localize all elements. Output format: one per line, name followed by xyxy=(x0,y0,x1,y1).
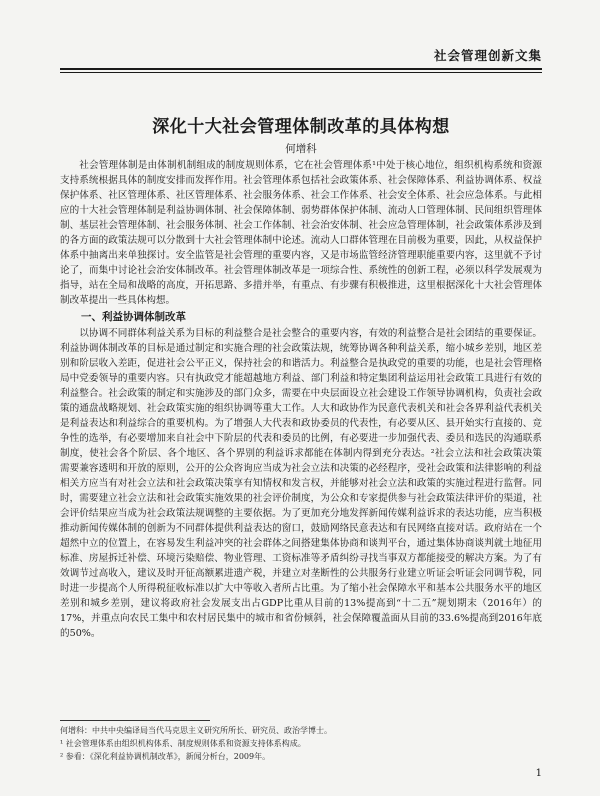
footnote-1: ¹ 社会管理体系由组织机构体系、制度规则体系和资源支持体系构成。 xyxy=(60,739,306,748)
header-rule-thick xyxy=(60,68,542,70)
intro-paragraph: 社会管理体制是由体制机制组成的制度规则体系，它在社会管理体系¹中处于核心地位，组织机构系统和资源支持系统根据具体的制度安排而发挥作用。社会管理体系包括社会政策体系、社会保障体系、利益协调体系、权益保护体系、社区管理体系、社区管理体系、社会服务体系、社会工作体系、社会安全体系、社会应急体系。与此相应的十大社会管理体制是利益协调体制、社会保障体制、弱势群体保护体制、流动人口管理体制、民间组织管理体制、基层社会管理体制、社会服务体制、社会工作体制、社会治安体制、社会应急管理体制，社会政策体系涉及到的各方面的政策法规可以分散到十大社会管理体制中论述。流动人口群体管理在目前极为重要，因此，从权益保护体系中抽离出来单独探讨。安全监管是社会管理的重要内容，又是市场监管经济管理职能重要内容，这里就不予讨论了，而集中讨论社会治安体制改革。社会管理体制改革是一项综合性、系统性的创新工程，必须以科学发展观为指导，站在全局和战略的高度，开拓思路、多措并举，有重点、有步骤有积极推进，这里根据深化十大社会管理体制改革提出一些具体构想。 xyxy=(60,160,542,306)
header-title: 社会管理创新文集 xyxy=(433,48,542,63)
article-title: 深化十大社会管理体制改革的具体构想 xyxy=(152,117,450,137)
footnote-author: 何增科：中共中央编译局当代马克思主义研究所所长、研究员、政治学博士。 xyxy=(60,726,332,735)
footnote-rule xyxy=(60,720,210,721)
section-paragraph: 以协调不同群体利益关系为目标的利益整合是社会整合的重要内容，有效的利益整合是社会团结的重要保证。利益协调体制改革的目标是通过制定和实施合理的社会政策法规，统筹协调各种利益关系，缩小城乡差别，地区差别和阶层收入差距，促进社会公平正义，保持社会的和谐活力。利益整合是执政党的重要的功能，也是社会管理格局中党委领导的重要内容。只有执政党才能超越地方利益、部门利益和特定集团利益运用社会政策工具进行有效的利益整合。社会政策的制定和实施涉及的部门众多，需要在中央层面设立社会建设工作领导协调机构，负责社会政策的通盘战略规划、社会政策实施的组织协调等重大工作。人大和政协作为民意代表机关和社会各界利益代表机关是利益表达和利益综合的重要机构。为了增强人大代表和政协委员的代表性，有必要从区、县开始实行直接的、竞争性的选举，有必要增加来自社会中下阶层的代表和委员的比例，有必要进一步加强代表、委员和选民的沟通联系制度，使社会各个阶层、各个地区、各个界别的利益诉求都能在体制内得到充分表达。²社会立法和社会政策决策需要兼容透明和开放的原则，公开的公众咨询应当成为社会立法和决策的必经程序，受社会政策和法律影响的利益相关方应当有对社会立法和社会政策决策享有知情权和发言权，并能够对社会立法和政策的实施过程进行监督。同时，需要建立社会立法和社会政策实施效果的社会评价制度，为公众和专家提供参与社会政策法律评价的渠道，社会评价结果应当成为社会政策法规调整的主要依据。为了更加充分地发挥新闻传媒利益诉求的表达功能，应当积极推动新闻传媒体制的创新为不同群体提供利益表达的窗口，鼓励网络民意表达和有民网络直接对话。政府站在一个超然中立的位置上，在容易发生利益冲突的社会群体之间搭建集体协商和谈判平台，通过集体协商谈判就土地征用标准、房屋拆迁补偿、环境污染赔偿、物业管理、工资标准等矛盾纠纷寻找当事双方都能接受的解决方案。为了有效调节过高收入，建议及时开征高额累进遗产税，并建立对垄断性的公共服务行业建立听证会听证会同调节税，同时进一步提高个人所得税征收标准以扩大中等收入者所占比重。为了缩小社会保障水平和基本公共服务水平的地区差别和城乡差别，建议将政府社会发展支出占GDP比重从目前的13%提高到“十二五”规划期末（2016年）的17%，并重点向农民工集中和农村居民集中的城市和省份倾斜，社会保障覆盖面从目前的33.6%提高到2016年底的50%。 xyxy=(60,328,542,639)
section-heading: 一、利益协调体制改革 xyxy=(81,311,186,323)
article-body xyxy=(60,158,542,641)
footnote-2: ² 参看：《深化利益协调机制改革》，新闻分析台，2009年。 xyxy=(60,752,271,761)
page-number: 1 xyxy=(535,768,542,779)
article-author: 何增科 xyxy=(285,143,317,155)
footnotes xyxy=(60,724,542,763)
running-header xyxy=(60,44,542,66)
header-rule-thin xyxy=(60,72,542,73)
